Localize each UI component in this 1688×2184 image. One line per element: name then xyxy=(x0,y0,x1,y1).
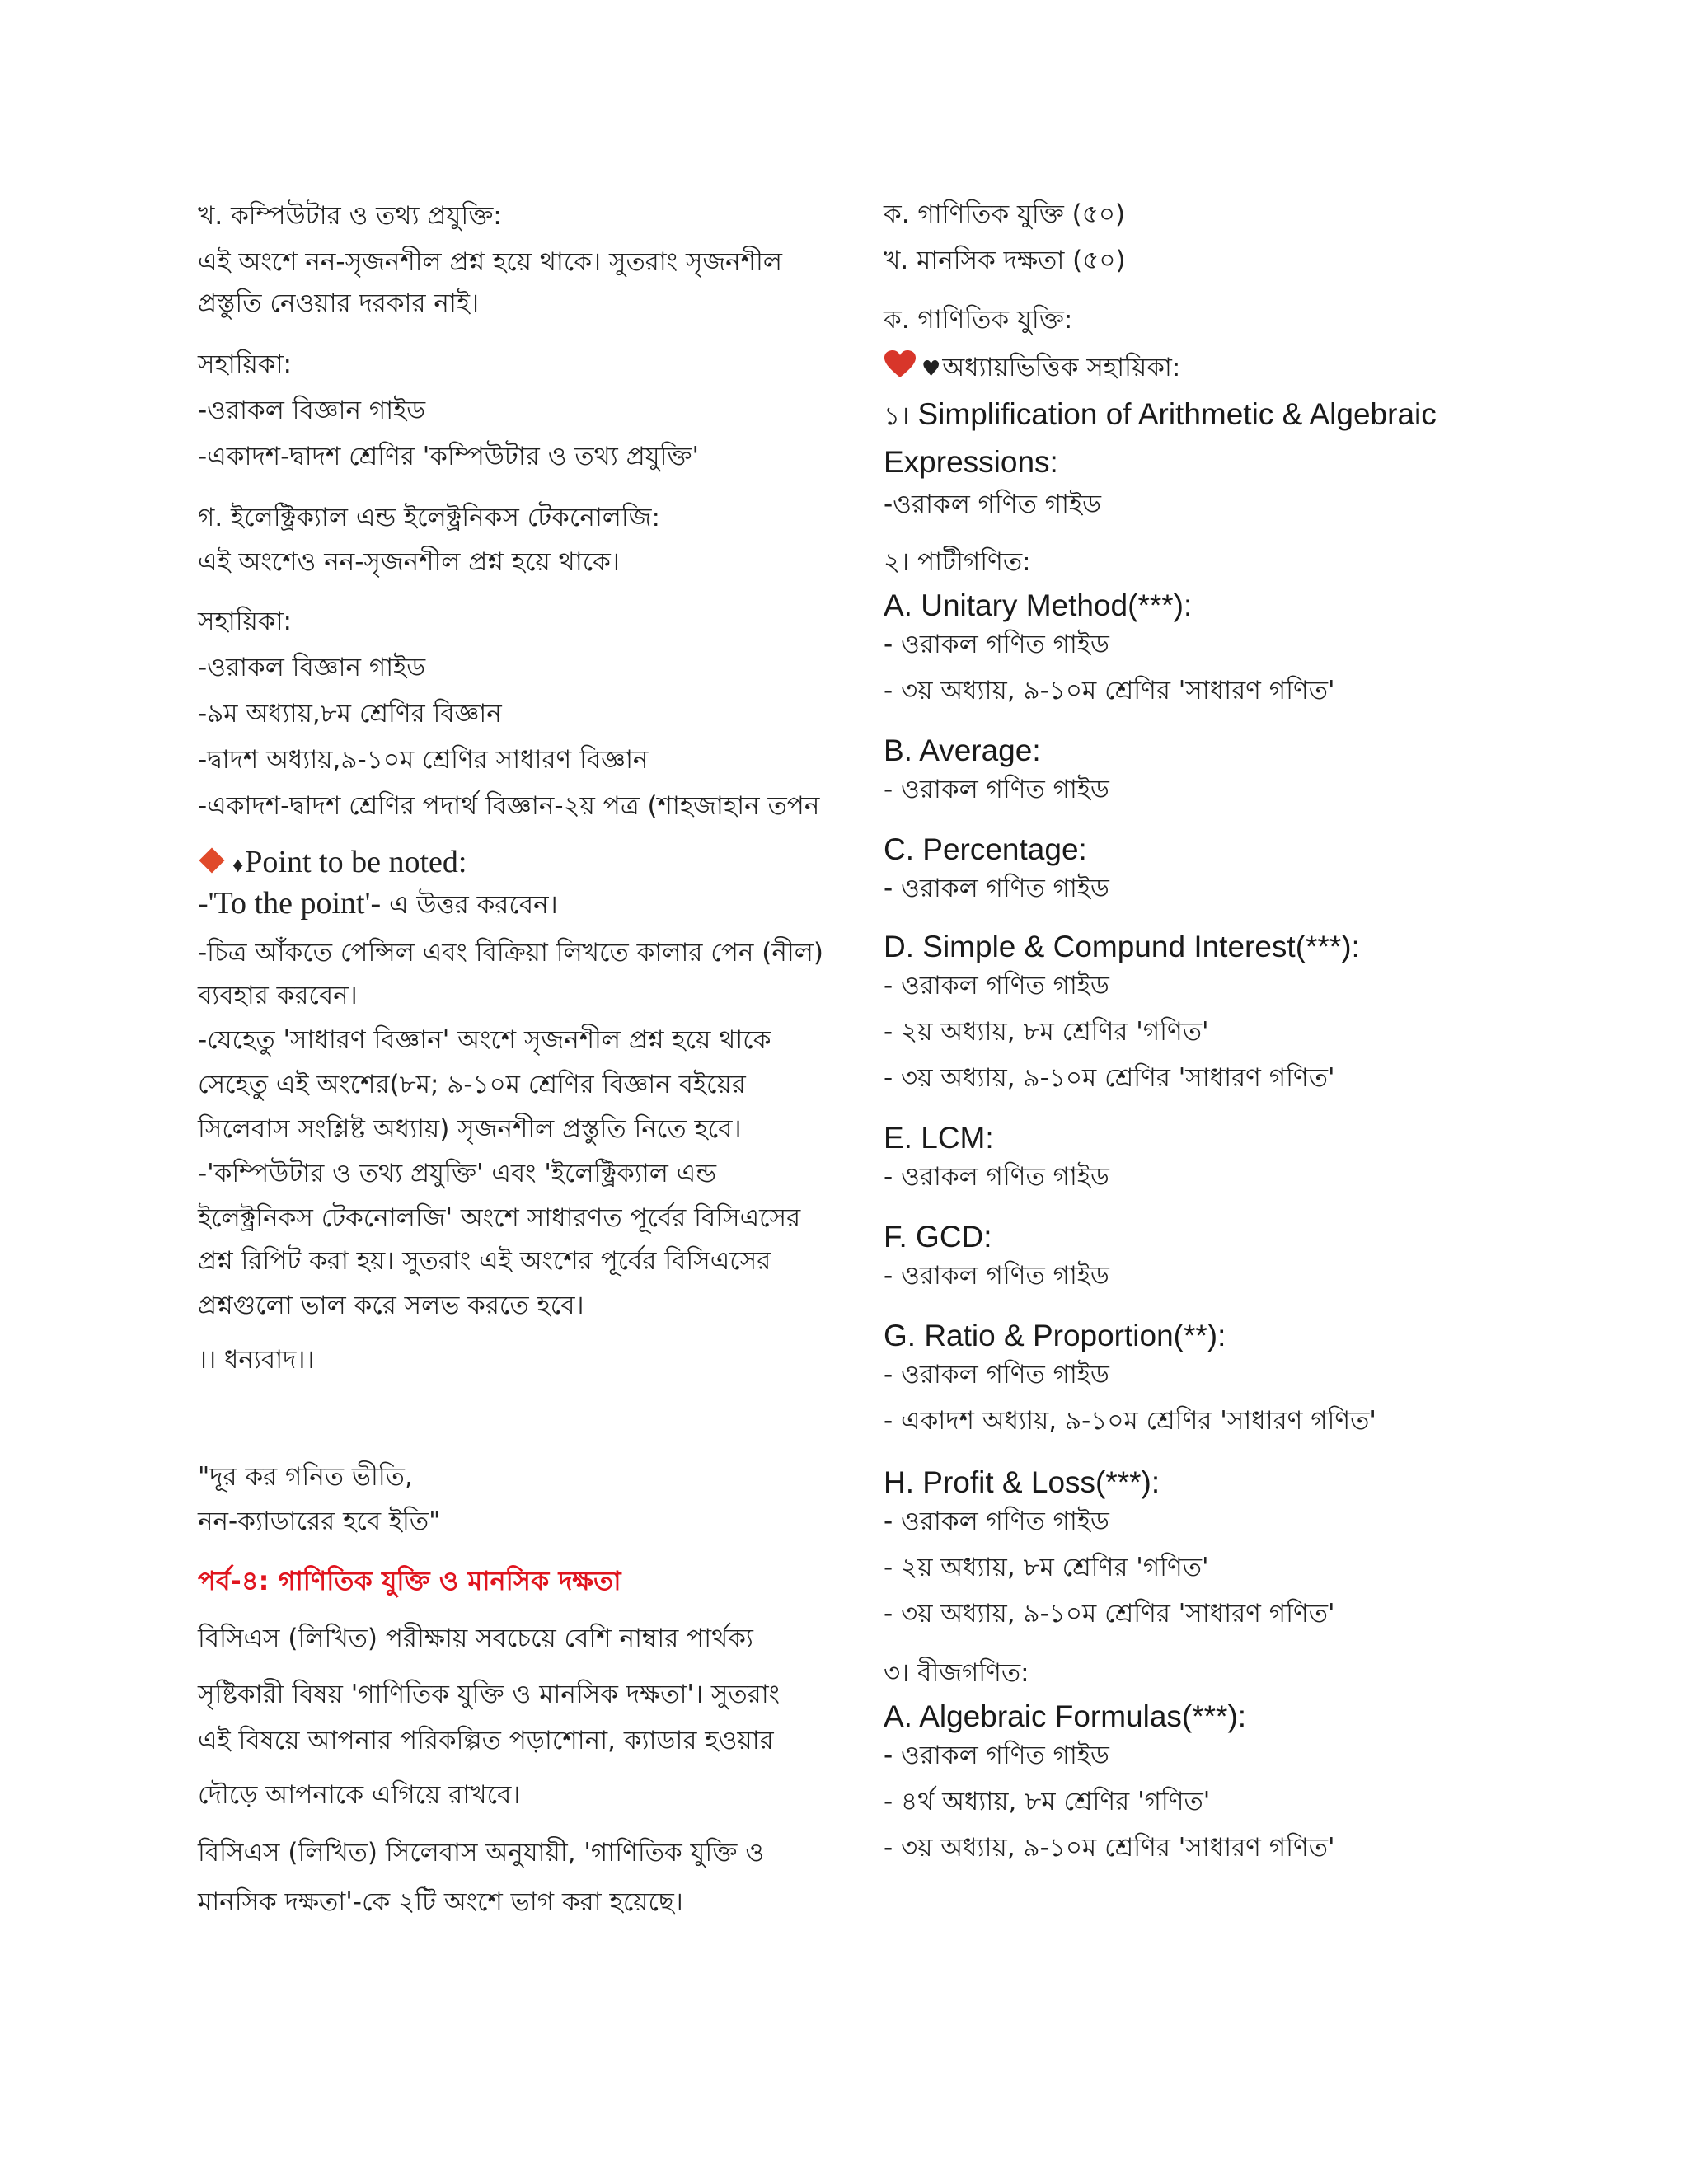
paragraph-line: বিসিএস (লিখিত) সিলেবাস অনুযায়ী, 'গাণিতিক যুক্তি ও xyxy=(198,1838,765,1868)
paragraph-line: এই বিষয়ে আপনার পরিকল্পিত পড়াশোনা, ক্যাডার হওয়ার xyxy=(198,1726,774,1755)
reference-item: - ৩য় অধ্যায়, ৯-১০ম শ্রেণির 'সাধারণ গণিত' xyxy=(884,676,1335,705)
note-line: প্রশ্ন রিপিট করা হয়। সুতরাং এই অংশের পূর্বের বিসিএসের xyxy=(198,1246,771,1276)
reference-item: -একাদশ-দ্বাদশ শ্রেণির 'কম্পিউটার ও তথ্য প্রযুক্তি' xyxy=(198,442,700,471)
quote-line: "দূর কর গনিত ভীতি, xyxy=(198,1462,413,1492)
note-line: -যেহেতু 'সাধারণ বিজ্ঞান' অংশে সৃজনশীল প্রশ্ন হয়ে থাকে xyxy=(198,1025,771,1055)
reference-item: -ওরাকল বিজ্ঞান গাইড xyxy=(198,396,426,425)
topic-algebraic-formulas: A. Algebraic Formulas(***): xyxy=(884,1699,1247,1733)
topic-number: ১। xyxy=(884,401,910,431)
reference-item: - ৩য় অধ্যায়, ৯-১০ম শ্রেণির 'সাধারণ গণিত' xyxy=(884,1599,1335,1629)
topic-gcd: F. GCD: xyxy=(884,1220,992,1254)
note-line: ব্যবহার করবেন। xyxy=(198,981,358,1010)
section-heading-computer: খ. কম্পিউটার ও তথ্য প্রযুক্তি: xyxy=(198,201,502,231)
paragraph-line: সৃষ্টিকারী বিষয় 'গাণিতিক যুক্তি ও মানসিক দক্ষতা'। সুতরাং xyxy=(198,1680,781,1709)
helper-label: সহায়িকা: xyxy=(198,607,293,636)
subject-heading-arithmetic: ২। পাটীগণিত: xyxy=(884,547,1031,577)
note-line xyxy=(198,887,558,921)
topic-title-cont: Expressions: xyxy=(884,445,1058,479)
reference-item: - ওরাকল গণিত গাইড xyxy=(884,1741,1109,1770)
topic-percentage: C. Percentage: xyxy=(884,832,1087,866)
reference-item: - ওরাকল গণিত গাইড xyxy=(884,775,1109,804)
section-heading-math: ক. গাণিতিক যুক্তি: xyxy=(884,305,1073,335)
chapter-helper-text: অধ্যায়ভিত্তিক সহায়িকা: xyxy=(942,353,1181,382)
topic-ratio: G. Ratio & Proportion(**): xyxy=(884,1319,1226,1352)
reference-item: -একাদশ-দ্বাদশ শ্রেণির পদার্থ বিজ্ঞান-২য় পত্র (শাহজাহান তপন xyxy=(198,791,820,821)
reference-item: -৯ম অধ্যায়,৮ম শ্রেণির বিজ্ঞান xyxy=(198,699,502,729)
note-heading-text: Point to be noted: xyxy=(245,845,467,879)
note-line: সিলেবাস সংশ্লিষ্ট অধ্যায়) সৃজনশীল প্রস্তুতি নিতে হবে। xyxy=(198,1114,742,1144)
paragraph-line: এই অংশেও নন-সৃজনশীল প্রশ্ন হয়ে থাকে। xyxy=(198,547,620,577)
reference-item: - ওরাকল গণিত গাইড xyxy=(884,971,1109,1001)
reference-item: - ৪র্থ অধ্যায়, ৮ম শ্রেণির 'গণিত' xyxy=(884,1787,1211,1816)
topic-heading xyxy=(884,396,1437,434)
diamond-icon xyxy=(199,847,224,873)
reference-item: - ৩য় অধ্যায়, ৯-১০ম শ্রেণির 'সাধারণ গণিত' xyxy=(884,1833,1335,1863)
reference-item: - ওরাকল গণিত গাইড xyxy=(884,1261,1109,1291)
reference-item: - ২য় অধ্যায়, ৮ম শ্রেণির 'গণিত' xyxy=(884,1017,1209,1047)
reference-item: - ওরাকল গণিত গাইড xyxy=(884,1162,1109,1192)
paragraph-line: প্রস্তুতি নেওয়ার দরকার নাই। xyxy=(198,288,480,318)
topic-interest: D. Simple & Compund Interest(***): xyxy=(884,930,1360,963)
note-line: ইলেক্ট্রনিকস টেকনোলজি' অংশে সাধারণত পূর্বের বিসিএসের xyxy=(198,1203,801,1233)
division-item: ক. গাণিতিক যুক্তি (৫০) xyxy=(884,199,1126,229)
reference-item: -ওরাকল গণিত গাইড xyxy=(884,490,1101,519)
topic-profit-loss: H. Profit & Loss(***): xyxy=(884,1465,1160,1499)
topic-title: Simplification of Arithmetic & Algebraic xyxy=(909,397,1437,431)
note-line-bengali: এ উত্তর করবেন। xyxy=(381,890,558,920)
reference-item: -দ্বাদশ অধ্যায়,৯-১০ম শ্রেণির সাধারণ বিজ্ঞান xyxy=(198,745,649,775)
reference-item: - ৩য় অধ্যায়, ৯-১০ম শ্রেণির 'সাধারণ গণিত' xyxy=(884,1063,1335,1093)
note-heading xyxy=(198,846,467,882)
note-line: -'কম্পিউটার ও তথ্য প্রযুক্তি' এবং 'ইলেক্ট্রিক্যাল এন্ড xyxy=(198,1159,717,1188)
reference-item: -ওরাকল বিজ্ঞান গাইড xyxy=(198,653,426,682)
note-line-english: -'To the point'- xyxy=(198,886,382,921)
note-line: সেহেতু এই অংশের(৮ম; ৯-১০ম শ্রেণির বিজ্ঞান বইয়ের xyxy=(198,1070,746,1099)
reference-item: - ওরাকল গণিত গাইড xyxy=(884,874,1109,903)
reference-item: - ওরাকল গণিত গাইড xyxy=(884,1507,1109,1536)
small-diamond-icon: ♦ xyxy=(232,853,244,877)
reference-item: - ২য় অধ্যায়, ৮ম শ্রেণির 'গণিত' xyxy=(884,1553,1209,1582)
paragraph-line: দৌড়ে আপনাকে এগিয়ে রাখবে। xyxy=(198,1780,521,1810)
section-heading-electrical: গ. ইলেক্ট্রিক্যাল এন্ড ইলেক্ট্রনিকস টেকনোলজি: xyxy=(198,503,660,532)
paragraph-line: এই অংশে নন-সৃজনশীল প্রশ্ন হয়ে থাকে। সুতরাং সৃজনশীল xyxy=(198,247,782,277)
heart-icon xyxy=(884,349,917,379)
helper-label: সহায়িকা: xyxy=(198,349,293,379)
reference-item: - একাদশ অধ্যায়, ৯-১০ম শ্রেণির 'সাধারণ গণিত' xyxy=(884,1406,1376,1436)
thanks-text: ।। ধন্যবাদ।। xyxy=(198,1345,315,1375)
topic-average: B. Average: xyxy=(884,733,1041,767)
topic-lcm: E. LCM: xyxy=(884,1121,994,1155)
small-heart-icon: ♥ xyxy=(921,357,941,382)
part-heading: পর্ব-৪: গাণিতিক যুক্তি ও মানসিক দক্ষতা xyxy=(198,1565,621,1596)
chapter-helper-heading xyxy=(884,349,1180,386)
reference-item: - ওরাকল গণিত গাইড xyxy=(884,1360,1109,1390)
note-line: -চিত্র আঁকতে পেন্সিল এবং বিক্রিয়া লিখতে কালার পেন (নীল) xyxy=(198,938,823,968)
paragraph-line: বিসিএস (লিখিত) পরীক্ষায় সবচেয়ে বেশি নাম্বার পার্থক্য xyxy=(198,1624,753,1653)
division-item: খ. মানসিক দক্ষতা (৫০) xyxy=(884,246,1126,275)
topic-unitary-method: A. Unitary Method(***): xyxy=(884,588,1193,622)
note-line: প্রশ্নগুলো ভাল করে সলভ করতে হবে। xyxy=(198,1291,584,1320)
quote-line: নন-ক্যাডারের হবে ইতি" xyxy=(198,1507,441,1536)
paragraph-line: মানসিক দক্ষতা'-কে ২টি অংশে ভাগ করা হয়েছে। xyxy=(198,1887,683,1917)
reference-item: - ওরাকল গণিত গাইড xyxy=(884,630,1109,659)
subject-heading-algebra: ৩। বীজগণিত: xyxy=(884,1658,1029,1688)
